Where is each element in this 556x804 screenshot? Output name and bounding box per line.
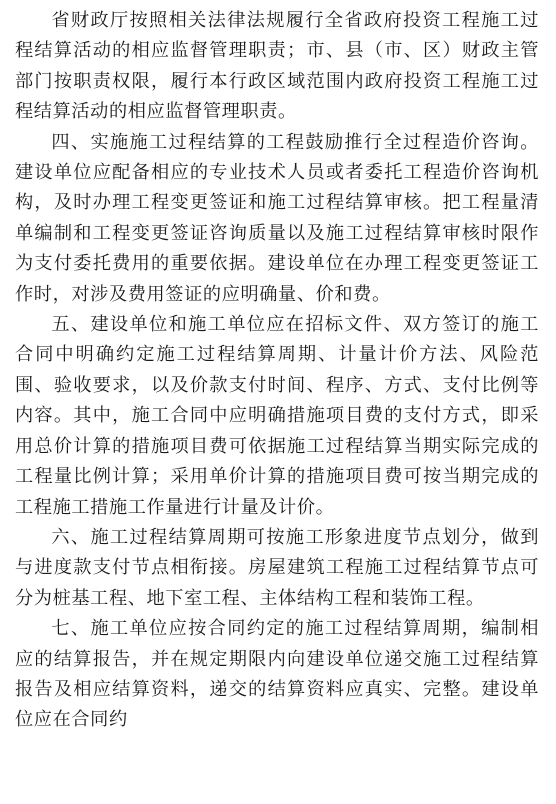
paragraph-item-6: 六、施工过程结算周期可按施工形象进度节点划分，做到与进度款支付节点相衔接。房屋建筑工程施工过程结算节点可分为桩基工程、地下室工程、主体结构工程和装饰工程。 [15, 526, 539, 609]
paragraph-supervision-duties: 省财政厅按照相关法律法规履行全省政府投资工程施工过程结算活动的相应监督管理职责；市、县（市、区）财政主管部门按职责权限，履行本行政区域范围内政府投资工程施工过程结算活动的相应监督管理职责。 [15, 10, 539, 123]
paragraph-item-7: 七、施工单位应按合同约定的施工过程结算周期，编制相应的结算报告，并在规定期限内向建设单位递交施工过程结算报告及相应结算资料，递交的结算资料应真实、完整。建设单位应在合同约 [15, 618, 539, 731]
paragraph-item-4: 四、实施施工过程结算的工程鼓励推行全过程造价咨询。建设单位应配备相应的专业技术人员或者委托工程造价咨询机构，及时办理工程变更签证和施工过程结算审核。把工程量清单编制和工程变更签证咨询质量以及施工过程结算审核时限作为支付委托费用的重要依据。建设单位在办理工程变更签证工作时，对涉及费用签证的应明确量、价和费。 [15, 131, 539, 305]
paragraph-item-5: 五、建设单位和施工单位应在招标文件、双方签订的施工合同中明确约定施工过程结算周期、计量计价方法、风险范围、验收要求，以及价款支付时间、程序、方式、支付比例等内容。其中，施工合同中应明确措施项目费的支付方式，即采用总价计算的措施项目费可依据施工过程结算当期实际完成的工程量比例计算；采用单价计算的措施项目费可按当期完成的工程施工措施工作量进行计量及计价。 [15, 314, 539, 518]
